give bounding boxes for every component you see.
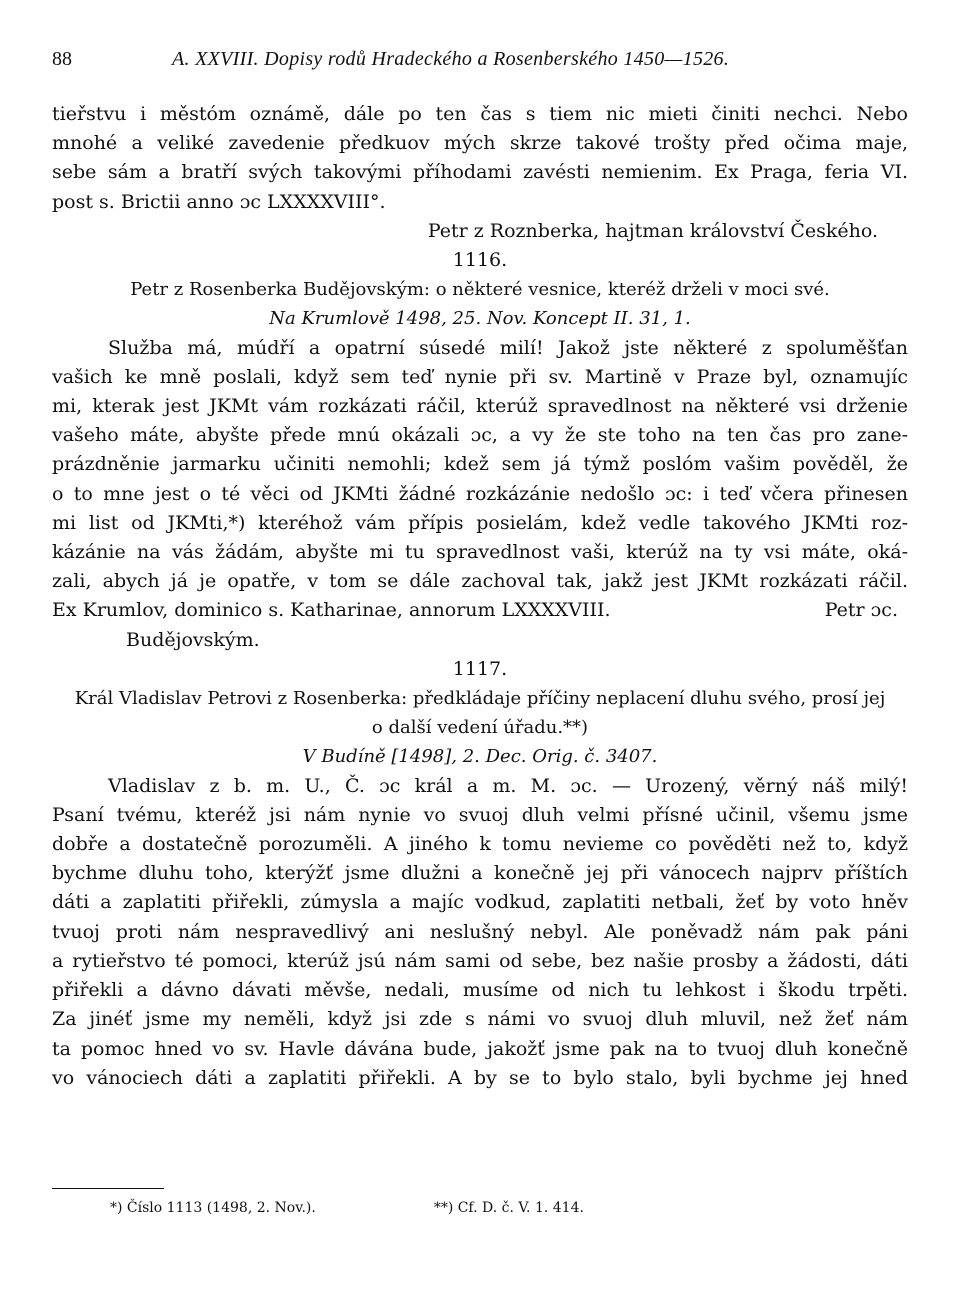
page-header	[52, 48, 908, 78]
footnote-divider	[52, 1188, 164, 1189]
regest-1117-line-1: Král Vladislav Petrovi z Rosenberka: předkládaje příčiny neplacení dluhu svého, prosí jej	[74, 688, 886, 710]
closing-signature: Petr ɔc.	[824, 599, 898, 622]
text-line: zali, abych já je opatře, v tom se dále zachoval tak, jakž jest JKMt rozkázati ráčil.	[52, 570, 908, 593]
text-line: ta pomoc hned vo sv. Havle dávána bude, jakožť jsme pak na to tvuoj dluh konečně	[52, 1037, 908, 1060]
text-line: a rytieřstvo té pomoci, kterúž jsú nám sami od sebe, bez našie prosby a žádosti, dáti	[52, 949, 908, 972]
text-line: vo vánociech dáti a zaplatiti přiřekli. A by se to bylo stalo, byli bychme jej hned	[52, 1066, 908, 1089]
regest-1117-line-2: o další vedení úřadu.**)	[371, 717, 589, 739]
text-line: mi list od JKMti,*) kteréhož vám přípis posielám, kdež vedle takového JKMti roz-	[52, 511, 908, 534]
text-line: vašeho máte, abyšte přede mnú okázali ɔc, a vy že ste toho na ten čas pro zane-	[52, 424, 908, 447]
text-line: post s. Brictii anno ɔc LXXXXVIII°.	[52, 190, 386, 213]
text-line: tvuoj proti nám nespravedlivý ani neslušný nebyl. Ale poněvadž nám pak páni	[52, 920, 908, 943]
text-line: mi, kterak jest JKMt vám rozkázati ráčil, kterúž spravedlnost na některé vsi drženie	[52, 395, 908, 418]
page-content	[52, 100, 908, 1093]
text-line: prázdněnie jarmarku učiniti nemohli; kdež sem já týmž poslóm vašim pověděl, že	[52, 453, 908, 476]
text-line: Služba má, múdří a opatrní súsedé milí! Jakož jste některé z spoluměšťan	[108, 336, 908, 359]
text-line: tieřstvu i městóm oznámě, dále po ten čas s tiem nic mieti činiti nechci. Nebo	[52, 103, 908, 125]
text-line: o to mne jest o té věci od JKMti žádné rozkázánie nedošlo ɔc: i teď včera přinesen	[52, 482, 908, 505]
text-line: dáti a zaplatiti přiřekli, zúmysla a majíc vodkud, zaplatiti netbali, žeť by voto hněv	[52, 891, 908, 914]
text-line: Psaní tvému, kteréž jsi nám nynie vo svuoj dluh velmi přísné učinil, všemu jsme	[52, 803, 908, 826]
dateline-1116: Na Krumlově 1498, 25. Nov. Koncept II. 31, 1.	[269, 308, 691, 330]
text-line: mnohé a veliké zavedenie předkuov mých skrze takové trošty před očima maje,	[52, 132, 908, 155]
text-line: dobře a dostatečně porozuměli. A jiného k tomu nevieme co pověděti než to, když	[52, 833, 908, 856]
regest-1116: Petr z Rosenberka Budějovským: o některé vesnice, kteréž drželi v moci své.	[130, 279, 830, 301]
dateline-1117: V Budíně [1498], 2. Dec. Orig. č. 3407.	[302, 746, 658, 768]
closing-line-1116	[52, 596, 908, 625]
text-line: vašich ke mně poslali, když sem teď nynie při sv. Martině v Praze byl, oznamujíc	[52, 365, 908, 388]
page-number: 88	[52, 48, 72, 70]
letter-signature: Petr z Roznberka, hajtman království Českého.	[427, 219, 878, 242]
document-number-1117: 1117.	[452, 657, 508, 680]
text-line: sebe sám a bratří svých takovými příhodami zavésti nemienim. Ex Praga, feria VI.	[52, 161, 908, 184]
text-line: Vladislav z b. m. U., Č. ɔc král a m. M. ɔc. — Urozený, věrný náš milý!	[108, 774, 908, 797]
footnotes	[52, 1198, 908, 1218]
text-line: bychme dluhu toho, kterýžť jsme dlužni a konečně jej při vánocech najprv příštích	[52, 862, 908, 885]
closing-place-date: Ex Krumlov, dominico s. Katharinae, annorum LXXXXVIII.	[52, 599, 611, 622]
text-line: přiřekli a dávno dávati měvše, nedali, musíme od nich tu lehkost i škodu trpěti.	[52, 979, 908, 1002]
addressee-1116: Budějovským.	[126, 628, 260, 651]
document-number-1116: 1116.	[452, 249, 508, 272]
footnote-2: **) Cf. D. č. V. 1. 414.	[433, 1200, 584, 1216]
running-title: A. XXVIII. Dopisy rodů Hradeckého a Rosenberského 1450—1526.	[172, 48, 730, 70]
text-line: kázánie na vás žádám, abyšte mi tu spravedlnost vaši, kterúž na ty vsi máte, oká-	[52, 541, 908, 564]
text-line: Za jinéť jsme my neměli, když jsi zde s námi vo svuoj dluh mluvil, než žeť nám	[52, 1008, 908, 1031]
footnote-1: *) Číslo 1113 (1498, 2. Nov.).	[110, 1200, 316, 1216]
